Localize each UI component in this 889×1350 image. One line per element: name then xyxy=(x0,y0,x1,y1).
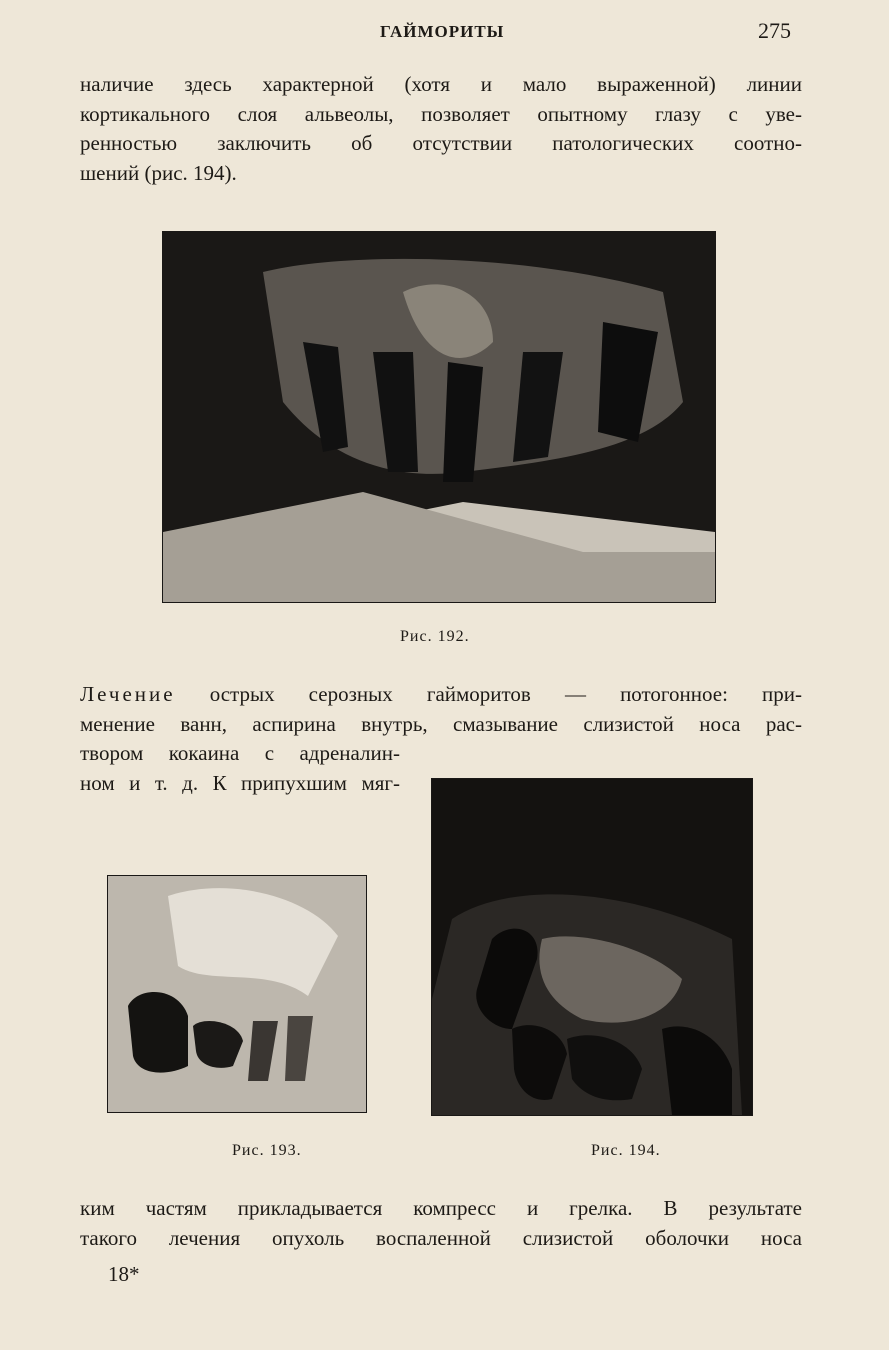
paragraph-1 xyxy=(80,70,802,188)
text-line: ренностью заключить об отсутствии патологических соотно- xyxy=(80,131,802,155)
text-line xyxy=(80,680,802,710)
paragraph-3 xyxy=(80,1194,802,1253)
text-line: менение ванн, аспирина внутрь, смазывание слизистой носа рас- xyxy=(80,711,802,736)
xray-figure-193 xyxy=(108,876,366,1112)
text-line: твором кокаина с адреналин- xyxy=(80,741,400,765)
figure-193-caption: Рис. 193. xyxy=(232,1142,302,1159)
xray-figure-192 xyxy=(163,232,715,602)
running-head: ГАЙМОРИТЫ xyxy=(380,22,505,41)
figure-194-caption: Рис. 194. xyxy=(591,1142,661,1159)
text-line: ном и т. д. К припухшим мяг- xyxy=(80,770,400,795)
text-line: такого лечения опухоль воспаленной слизистой оболочки носа xyxy=(80,1225,802,1250)
text-line: наличие здесь характерной (хотя и мало выраженной) линии xyxy=(80,72,802,96)
figure-192-caption: Рис. 192. xyxy=(400,628,470,645)
text-line: ким частям прикладывается компресс и грелка. В результате xyxy=(80,1196,802,1220)
signature-mark: 18* xyxy=(108,1262,140,1286)
xray-figure-194 xyxy=(432,779,752,1115)
page-number: 275 xyxy=(758,18,791,43)
text-line: шений (рис. 194). xyxy=(80,160,237,185)
emphasis-word: Лечение xyxy=(80,682,176,706)
text-fragment: острых серозных гайморитов — потогонное: при- xyxy=(175,682,802,706)
text-line: кортикального слоя альвеолы, позволяет опытному глазу с уве- xyxy=(80,101,802,126)
